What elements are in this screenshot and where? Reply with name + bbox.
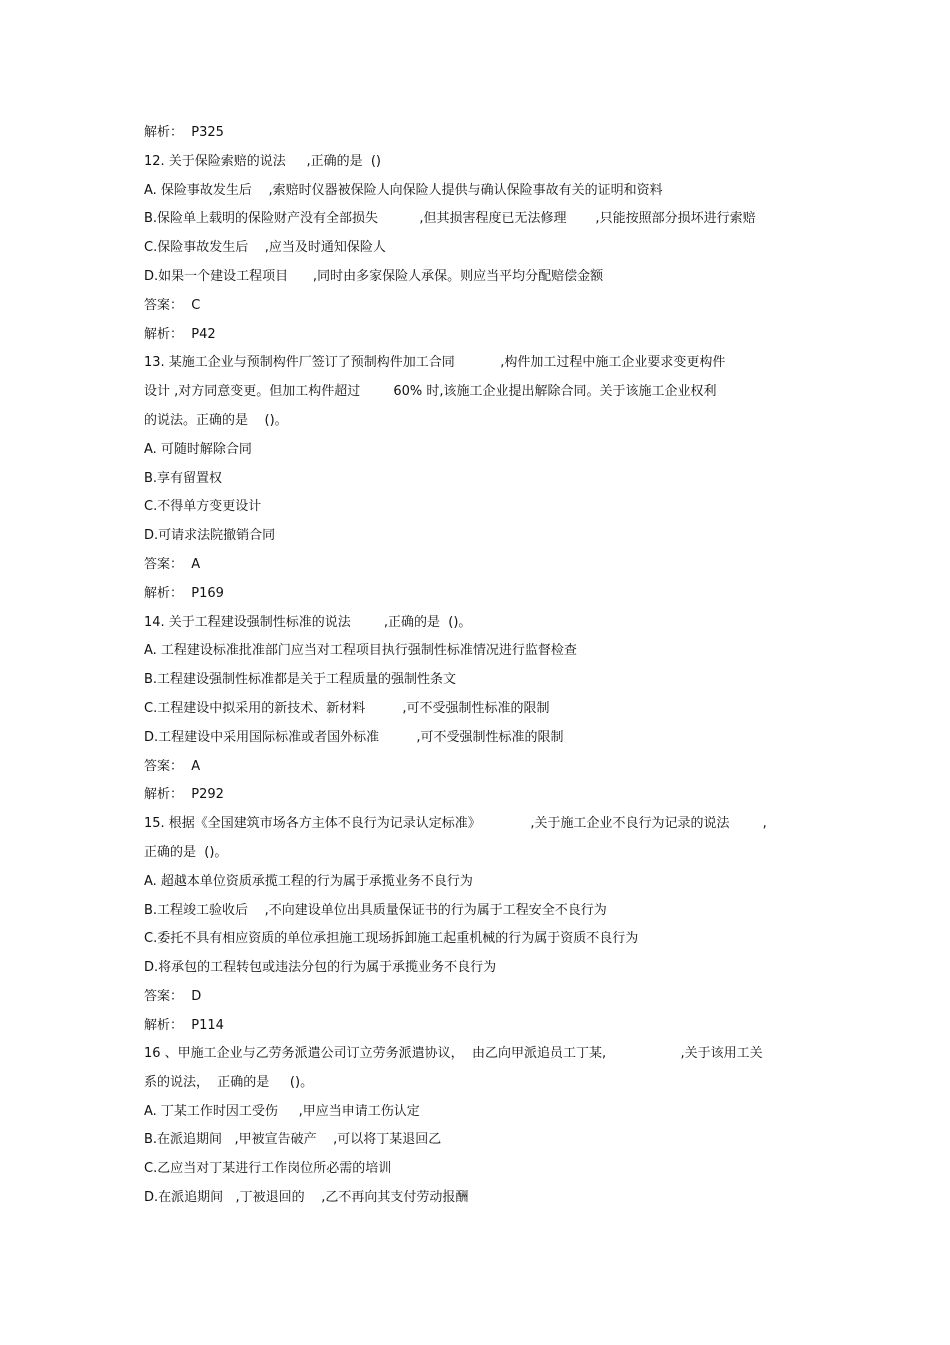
option-line: A. 超越本单位资质承揽工程的行为属于承揽业务不良行为	[144, 874, 473, 889]
option-line: D.在派追期间 ,丁被退回的 ,乙不再向其支付劳动报酬	[144, 1190, 469, 1205]
analysis-line: 解析： P42	[144, 327, 216, 342]
option-line: A. 工程建设标准批准部门应当对工程项目执行强制性标准情况进行监督检查	[144, 643, 577, 658]
option-line: C.乙应当对丁某进行工作岗位所必需的培训	[144, 1161, 392, 1176]
question-line: 16 、甲施工企业与乙劳务派遣公司订立劳务派遣协议， 由乙向甲派追员工丁某, ,关于该用工关	[144, 1046, 763, 1061]
question-line: 系的说法， 正确的是 ()。	[144, 1075, 314, 1090]
option-line: D.如果一个建设工程项目 ,同时由多家保险人承保。则应当平均分配赔偿金额	[144, 269, 604, 284]
option-line: B.工程竣工验收后 ,不向建设单位出具质量保证书的行为属于工程安全不良行为	[144, 903, 607, 918]
question-line: 正确的是 ()。	[144, 845, 228, 860]
question-line: 13. 某施工企业与预制构件厂签订了预制构件加工合同 ,构件加工过程中施工企业要求变更构件	[144, 355, 726, 370]
answer-line: 答案： C	[144, 298, 201, 313]
analysis-line: 解析： P325	[144, 125, 224, 140]
question-line: 的说法。正确的是 ()。	[144, 413, 288, 428]
analysis-line: 解析： P114	[144, 1018, 224, 1033]
option-line: B.在派追期间 ,甲被宣告破产 ,可以将丁某退回乙	[144, 1132, 442, 1147]
option-line: A. 保险事故发生后 ,索赔时仪器被保险人向保险人提供与确认保险事故有关的证明和资料	[144, 183, 663, 198]
option-line: C.工程建设中拟采用的新技术、新材料 ,可不受强制性标准的限制	[144, 701, 550, 716]
question-line: 12. 关于保险索赔的说法 ,正确的是 ()	[144, 154, 382, 169]
option-line: C.保险事故发生后 ,应当及时通知保险人	[144, 240, 386, 255]
answer-line: 答案： A	[144, 557, 201, 572]
question-line: 15. 根据《全国建筑市场各方主体不良行为记录认定标准》 ,关于施工企业不良行为记录的说法 ,	[144, 816, 767, 831]
option-line: B.享有留置权	[144, 471, 223, 486]
option-line: D.工程建设中采用国际标准或者国外标准 ,可不受强制性标准的限制	[144, 730, 564, 745]
option-line: B.工程建设强制性标准都是关于工程质量的强制性条文	[144, 672, 457, 687]
analysis-line: 解析： P292	[144, 787, 224, 802]
answer-line: 答案： A	[144, 759, 201, 774]
option-line: A. 可随时解除合同	[144, 442, 252, 457]
option-line: C.不得单方变更设计	[144, 499, 262, 514]
analysis-line: 解析： P169	[144, 586, 224, 601]
option-line: B.保险单上载明的保险财产没有全部损失 ,但其损害程度已无法修理 ,只能按照部分损坏进行索赔	[144, 211, 756, 226]
option-line: D.将承包的工程转包或违法分包的行为属于承揽业务不良行为	[144, 960, 497, 975]
option-line: D.可请求法院撤销合同	[144, 528, 276, 543]
answer-line: 答案： D	[144, 989, 202, 1004]
question-line: 设计 ,对方同意变更。但加工构件超过 60% 时,该施工企业提出解除合同。关于该施工企业权利	[144, 384, 717, 399]
question-line: 14. 关于工程建设强制性标准的说法 ,正确的是 ()。	[144, 615, 472, 630]
option-line: A. 丁某工作时因工受伤 ,甲应当申请工伤认定	[144, 1104, 420, 1119]
option-line: C.委托不具有相应资质的单位承担施工现场拆卸施工起重机械的行为属于资质不良行为	[144, 931, 639, 946]
